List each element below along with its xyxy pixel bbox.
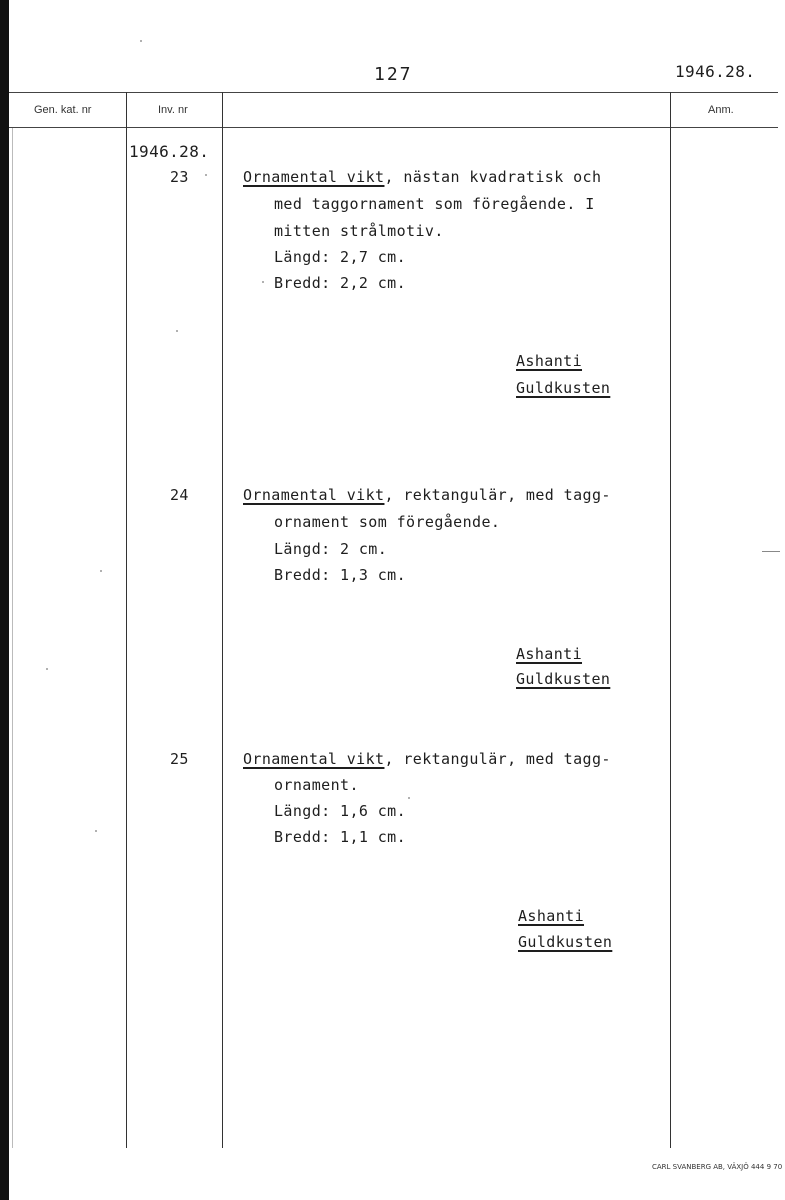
catalog-prefix: 1946.28.	[129, 142, 210, 161]
top-right-reference: 1946.28.	[675, 62, 756, 81]
entry-25-width: Bredd: 1,1 cm.	[274, 828, 407, 846]
entry-24-region: Guldkusten	[516, 670, 611, 688]
scan-speck	[140, 40, 142, 42]
scan-speck	[46, 668, 48, 670]
entry-23-title: Ornamental vikt	[243, 168, 385, 186]
entry-23-first-line	[243, 168, 601, 186]
scan-speck	[205, 174, 207, 176]
entry-24-width: Bredd: 1,3 cm.	[274, 566, 407, 584]
column-rule-3	[670, 92, 671, 1148]
entry-23-desc-line: med taggornament som föregående. I	[274, 195, 595, 213]
entry-25-people: Ashanti	[518, 907, 585, 925]
entry-23-width: Bredd: 2,2 cm.	[274, 274, 407, 292]
inv-number-23: 23	[170, 168, 189, 186]
entry-24-length: Längd: 2 cm.	[274, 540, 388, 558]
entry-23-desc-line: mitten strålmotiv.	[274, 222, 444, 240]
entry-23-desc-first: , nästan kvadratisk och	[384, 168, 602, 186]
entry-24-first-line	[243, 486, 611, 504]
inv-number-25: 25	[170, 750, 189, 768]
inv-number-24: 24	[170, 486, 189, 504]
scan-speck	[100, 570, 102, 572]
entry-23-length: Längd: 2,7 cm.	[274, 248, 407, 266]
column-header-gen-kat: Gen. kat. nr	[34, 104, 92, 116]
scan-speck	[95, 830, 97, 832]
binding-edge	[0, 0, 9, 1200]
printer-imprint: CARL SVANBERG AB, VÄXJÖ 444 9 70	[652, 1163, 783, 1171]
entry-25-desc-first: , rektangulär, med tagg-	[384, 750, 611, 768]
header-top-rule	[9, 92, 778, 93]
scan-speck	[262, 281, 264, 283]
entry-25-desc-line: ornament.	[274, 776, 359, 794]
column-header-anm: Anm.	[708, 104, 734, 116]
column-rule-1	[126, 92, 127, 1148]
entry-24-people: Ashanti	[516, 645, 583, 663]
entry-25-first-line	[243, 750, 611, 768]
margin-mark	[762, 551, 780, 552]
entry-25-title: Ornamental vikt	[243, 750, 385, 768]
entry-23-region: Guldkusten	[516, 379, 611, 397]
entry-25-region: Guldkusten	[518, 933, 613, 951]
column-header-inv: Inv. nr	[158, 104, 188, 116]
entry-24-desc-line: ornament som föregående.	[274, 513, 501, 531]
entry-25-length: Längd: 1,6 cm.	[274, 802, 407, 820]
column-rule-2	[222, 92, 223, 1148]
entry-24-desc-first: , rektangulär, med tagg-	[384, 486, 611, 504]
page-number: 127	[374, 64, 413, 85]
header-bottom-rule	[9, 127, 778, 128]
scan-speck	[176, 330, 178, 332]
entry-24-title: Ornamental vikt	[243, 486, 385, 504]
scan-speck	[408, 797, 410, 799]
margin-rule	[12, 128, 13, 1148]
entry-23-people: Ashanti	[516, 352, 583, 370]
